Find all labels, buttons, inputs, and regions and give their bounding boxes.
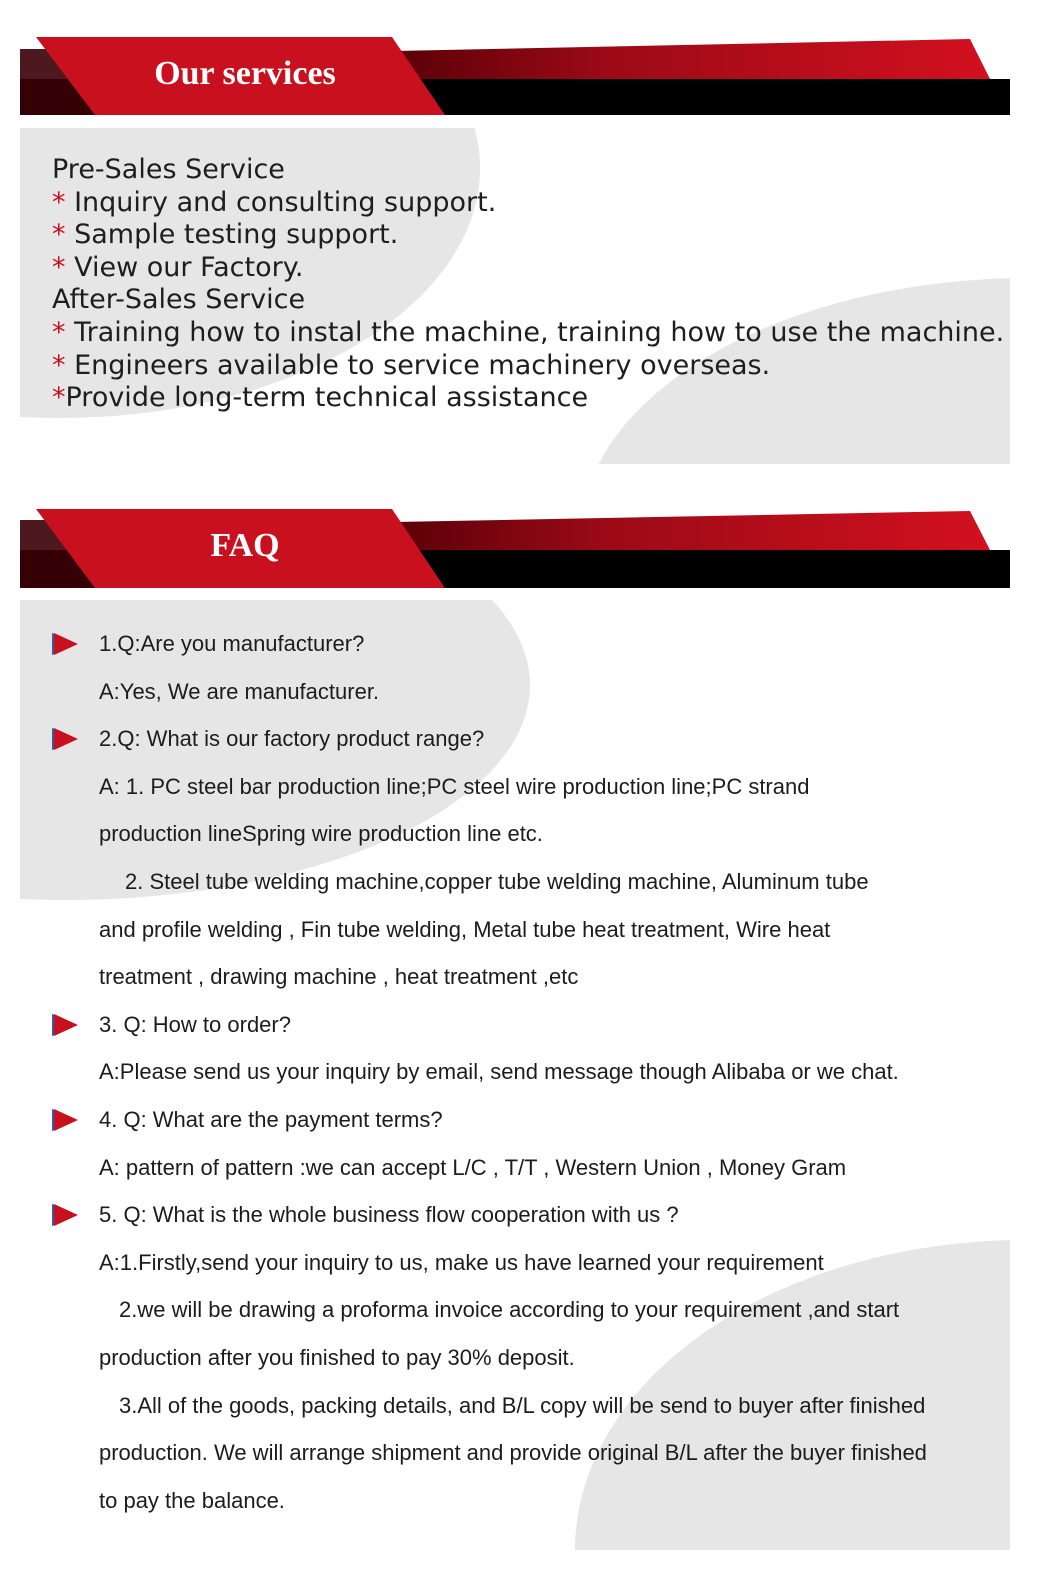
play-arrow-icon [52,1204,80,1226]
play-arrow-icon [52,728,80,750]
faq-question [20,715,1010,763]
faq-answer-line [20,1382,1010,1430]
service-line [52,317,1004,350]
faq-answer-text: A: 1. PC steel bar production line;PC steel wire production line;PC strand [99,773,810,799]
faq-answer-line [20,858,1010,906]
bullet-star: * [52,349,75,381]
bullet-star: * [52,382,66,414]
faq-answer-line [20,668,1010,716]
faq-question-text: 2.Q: What is our factory product range? [99,726,485,752]
faq-answer-line [20,1048,1010,1096]
bullet-star: * [52,219,75,251]
faq-answer-line [20,1239,1010,1287]
service-line [52,382,1004,415]
faq-answer-text: 3.All of the goods, packing details, and B/L copy will be send to buyer after finished [119,1392,926,1418]
service-line-text: Engineers available to service machinery overseas. [74,349,771,381]
bullet-star: * [52,251,75,283]
faq-panel [20,600,1010,1550]
faq-list [20,620,1010,1524]
faq-question [20,1191,1010,1239]
faq-answer-text: A:1.Firstly,send your inquiry to us, make us have learned your requirement [99,1249,824,1275]
service-line-text: Sample testing support. [74,219,399,251]
services-title: Our services [154,55,336,92]
play-arrow-icon [52,1109,80,1131]
faq-question [20,1001,1010,1049]
service-line-text: Training how to instal the machine, training how to use the machine. [74,316,1005,348]
faq-answer-text: and profile welding , Fin tube welding, Metal tube heat treatment, Wire heat [99,916,831,942]
faq-title: FAQ [210,527,280,564]
service-line [52,154,1004,187]
faq-question [20,1096,1010,1144]
service-line-text: Inquiry and consulting support. [74,186,497,218]
faq-answer-line [20,1429,1010,1477]
services-panel [20,128,1010,464]
faq-answer-text: production lineSpring wire production line etc. [99,821,543,847]
faq-header [0,508,1040,608]
service-line-text: Pre-Sales Service [52,154,285,185]
service-line [52,219,1004,252]
faq-question-text: 5. Q: What is the whole business flow cooperation with us ? [99,1202,679,1228]
service-line-text: Provide long-term technical assistance [65,382,589,414]
faq-answer-text: A:Yes, We are manufacturer. [99,678,380,704]
faq-answer-text: production after you finished to pay 30% deposit. [99,1344,575,1370]
faq-question-text: 3. Q: How to order? [99,1011,291,1037]
service-line [52,187,1004,220]
faq-answer-line [20,906,1010,954]
faq-answer-text: treatment , drawing machine , heat treatment ,etc [99,964,579,990]
faq-question-text: 4. Q: What are the payment terms? [99,1106,443,1132]
faq-question [20,620,1010,668]
service-line [52,252,1004,285]
faq-answer-text: A:Please send us your inquiry by email, send message though Alibaba or we chat. [99,1059,899,1085]
faq-answer-line [20,1286,1010,1334]
service-line [52,350,1004,383]
faq-answer-text: to pay the balance. [99,1487,285,1513]
services-header [0,35,1040,135]
faq-answer-line [20,810,1010,858]
bullet-star: * [52,186,75,218]
play-arrow-icon [52,633,80,655]
service-line-text: View our Factory. [74,251,304,283]
services-list [52,154,1004,415]
service-line [52,284,1004,317]
faq-answer-line [20,1334,1010,1382]
faq-answer-line [20,763,1010,811]
faq-answer-line [20,1477,1010,1525]
faq-answer-line [20,1144,1010,1192]
faq-answer-line [20,953,1010,1001]
faq-answer-text: 2. Steel tube welding machine,copper tube welding machine, Aluminum tube [125,868,869,894]
faq-answer-text: A: pattern of pattern :we can accept L/C , T/T , Western Union , Money Gram [99,1154,847,1180]
play-arrow-icon [52,1014,80,1036]
faq-answer-text: production. We will arrange shipment and provide original B/L after the buyer finished [99,1440,927,1466]
faq-question-text: 1.Q:Are you manufacturer? [99,631,365,656]
service-line-text: After-Sales Service [52,284,306,316]
faq-answer-text: 2.we will be drawing a proforma invoice according to your requirement ,and start [119,1297,900,1323]
bullet-star: * [52,316,75,348]
